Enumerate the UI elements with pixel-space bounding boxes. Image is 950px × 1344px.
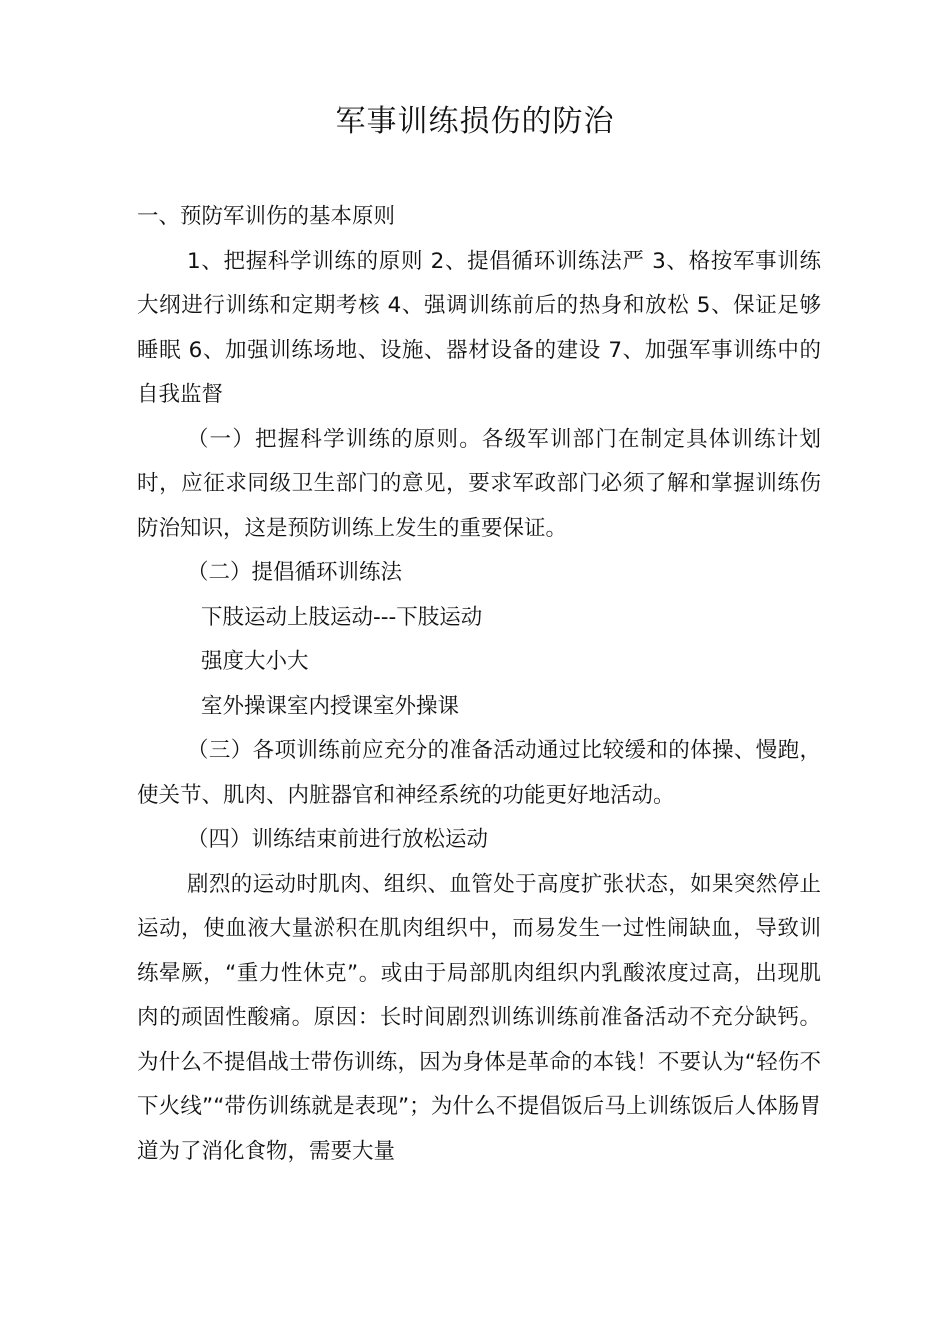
section-heading: 一、预防军训伤的基本原则 <box>137 204 396 229</box>
circuit-line-1: 下肢运动上肢运动---下肢运动 <box>201 604 483 630</box>
document-body <box>137 195 821 1174</box>
document-title: 军事训练损伤的防治 <box>335 104 615 139</box>
principles-list-paragraph: 1、把握科学训练的原则 2、提倡循环训练法严 3、格按军事训练大纲进行训练和定期考核 4、强调训练前后的热身和放松 5、保证足够睡眠 6、加强训练场地、设施、器材设备的建设 7、加强军事训练中的自我监督 <box>137 248 821 407</box>
circuit-line-2: 强度大小大 <box>201 649 309 674</box>
subsection-4-heading: （四）训练结束前进行放松运动 <box>187 827 489 852</box>
subsection-3-paragraph: （三）各项训练前应充分的准备活动通过比较缓和的体操、慢跑，使关节、肌肉、内脏器官和神经系统的功能更好地活动。 <box>137 738 821 808</box>
circuit-line-3: 室外操课室内授课室外操课 <box>201 693 460 719</box>
subsection-2-heading: （二）提倡循环训练法 <box>187 560 403 585</box>
subsection-1-paragraph: （一）把握科学训练的原则。各级军训部门在制定具体训练计划时，应征求同级卫生部门的意见，要求军政部门必须了解和掌握训练伤防治知识，这是预防训练上发生的重要保证。 <box>137 426 821 541</box>
cooldown-explanation-paragraph: 剧烈的运动时肌肉、组织、血管处于高度扩张状态，如果突然停止运动，使血液大量淤积在肌肉组织中，而易发生一过性闹缺血，导致训练晕厥，“重力性休克”。或由于局部肌肉组织内乳酸浓度过高，出现肌肉的顽固性酸痛。原因：长时间剧烈训练训练前准备活动不充分缺钙。为什么不提倡战士带伤训练，因为身体是革命的本钱！不要认为“轻伤不下火线”“带伤训练就是表现”；为什么不提倡饭后马上训练饭后人体肠胃道为了消化食物，需要大量 <box>137 871 821 1164</box>
